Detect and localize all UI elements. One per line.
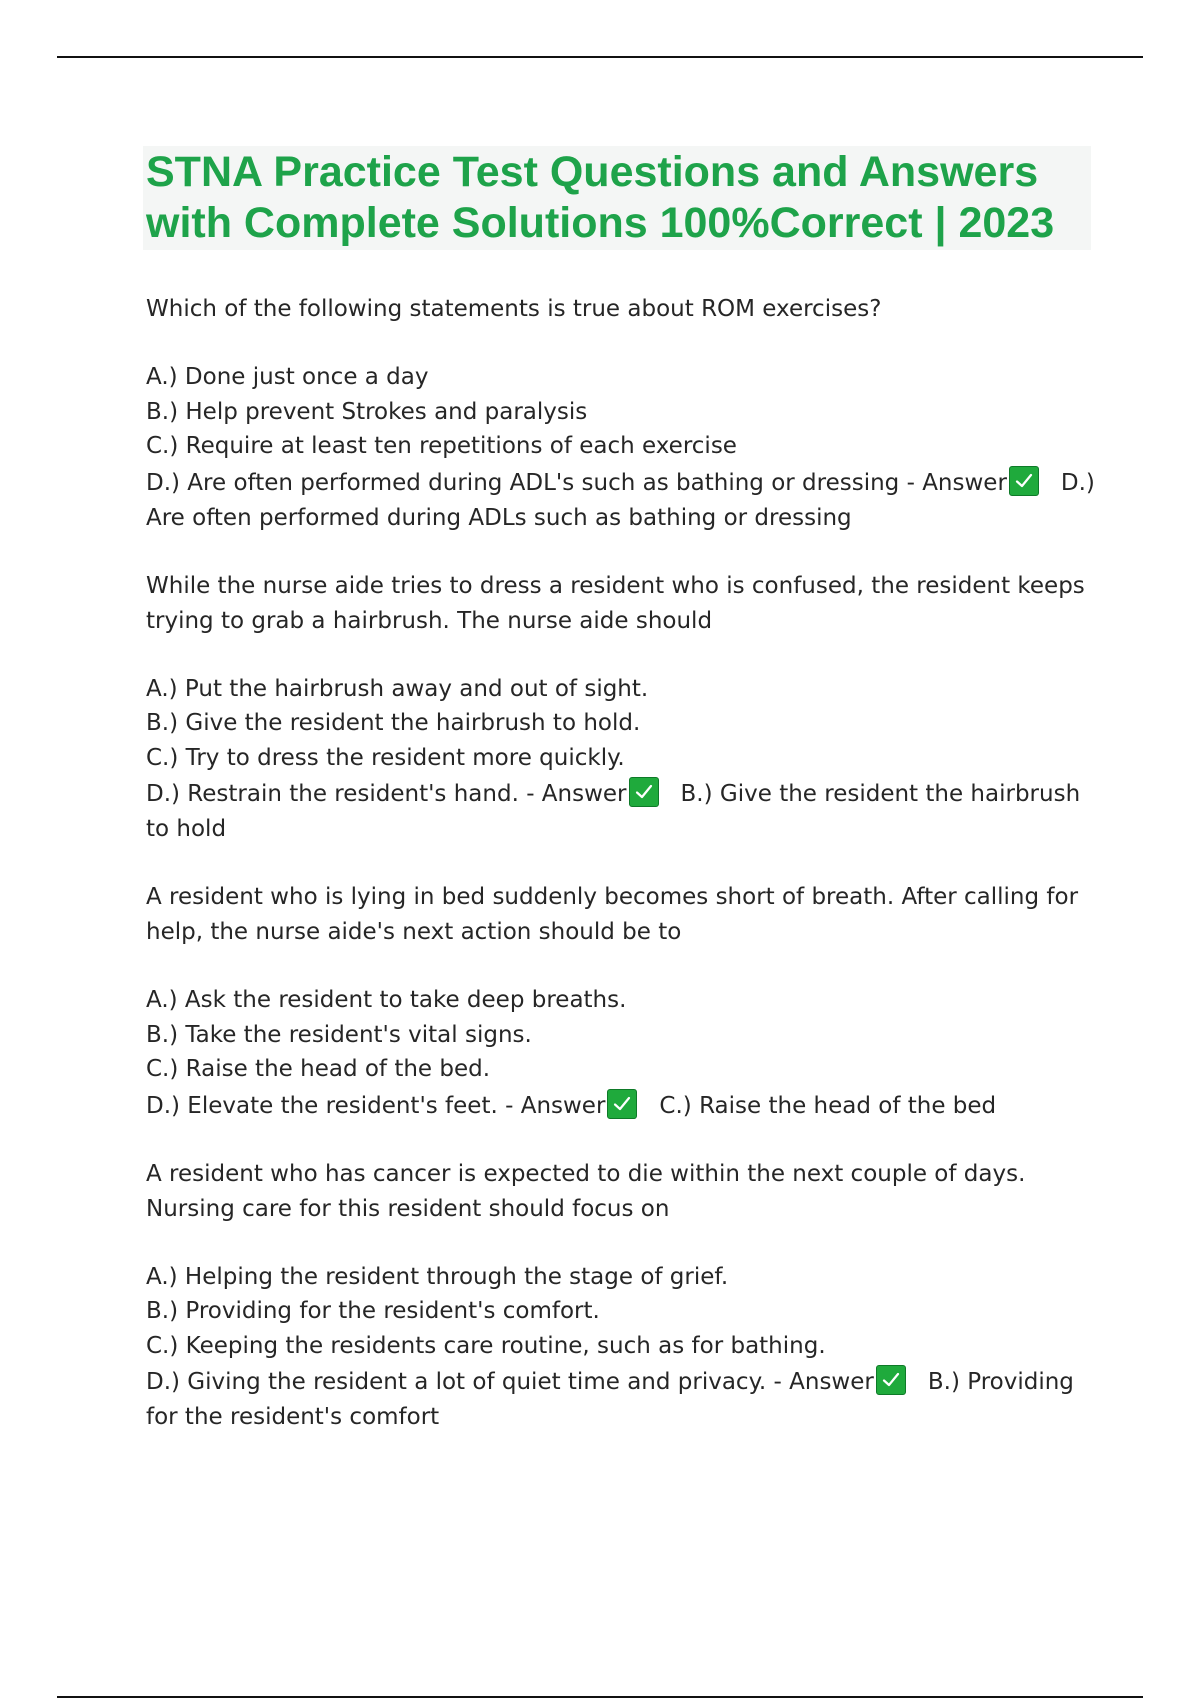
question-text: While the nurse aide tries to dress a resident who is confused, the resident keeps trying to grab a hairbrush. The nurse aide should	[146, 572, 1085, 634]
correct-answer: B.) Give the resident the hairbrush to hold	[146, 781, 1081, 842]
answer-options	[146, 360, 1096, 536]
option-c: C.) Keeping the residents care routine, such as for bathing.	[146, 1332, 826, 1359]
option-a: A.) Helping the resident through the stage of grief.	[146, 1263, 729, 1290]
option-d-with-answer	[146, 466, 1096, 536]
option-c: C.) Require at least ten repetitions of each exercise	[146, 433, 737, 459]
correct-answer: D.) Are often performed during ADLs such as bathing or dressing	[146, 469, 1095, 531]
option-d: D.) Are often performed during ADL's such as bathing or dressing - Answer	[146, 469, 1007, 496]
option-a: A.) Done just once a day	[146, 364, 429, 390]
correct-answer: B.) Providing for the resident's comfort	[146, 1369, 1074, 1430]
option-d: D.) Giving the resident a lot of quiet time and privacy. - Answer	[146, 1369, 874, 1395]
question-text: A resident who is lying in bed suddenly becomes short of breath. After calling for help, the nurse aide's next action should be to	[146, 884, 1079, 945]
check-mark-icon	[876, 1365, 906, 1395]
answer-options	[146, 983, 1096, 1124]
question-block	[146, 1157, 1096, 1436]
top-rule	[57, 56, 1143, 58]
check-mark-icon	[607, 1089, 637, 1119]
answer-options	[146, 1260, 1096, 1436]
correct-answer: C.) Raise the head of the bed	[659, 1092, 997, 1119]
bottom-rule	[57, 1696, 1143, 1698]
option-b: B.) Help prevent Strokes and paralysis	[146, 398, 588, 425]
option-a: A.) Ask the resident to take deep breaths.	[146, 987, 627, 1013]
option-b: B.) Take the resident's vital signs.	[146, 1021, 532, 1048]
title-line-1: STNA Practice Test Questions and Answers	[146, 148, 1039, 196]
question-block	[146, 880, 1096, 1124]
question-text: Which of the following statements is true about ROM exercises?	[146, 296, 882, 322]
question-list	[146, 292, 1096, 1435]
option-b: B.) Give the resident the hairbrush to hold.	[146, 710, 641, 736]
option-d: D.) Restrain the resident's hand. - Answer	[146, 781, 627, 807]
option-d-with-answer	[146, 1089, 1096, 1124]
check-mark-icon	[1009, 466, 1039, 496]
check-mark-icon	[629, 777, 659, 807]
option-d-with-answer	[146, 777, 1096, 847]
option-b: B.) Providing for the resident's comfort.	[146, 1298, 600, 1324]
question-text: A resident who has cancer is expected to die within the next couple of days. Nursing care for this resident should focus on	[146, 1160, 1026, 1222]
option-c: C.) Try to dress the resident more quickly.	[146, 744, 625, 771]
option-d-with-answer	[146, 1365, 1096, 1435]
question-block	[146, 569, 1096, 848]
answer-options	[146, 672, 1096, 848]
document-title	[143, 146, 1091, 250]
option-a: A.) Put the hairbrush away and out of sight.	[146, 675, 649, 702]
title-line-2: with Complete Solutions 100%Correct | 2023	[146, 199, 1055, 247]
question-block	[146, 292, 1096, 536]
option-d: D.) Elevate the resident's feet. - Answer	[146, 1092, 606, 1119]
option-c: C.) Raise the head of the bed.	[146, 1056, 491, 1082]
